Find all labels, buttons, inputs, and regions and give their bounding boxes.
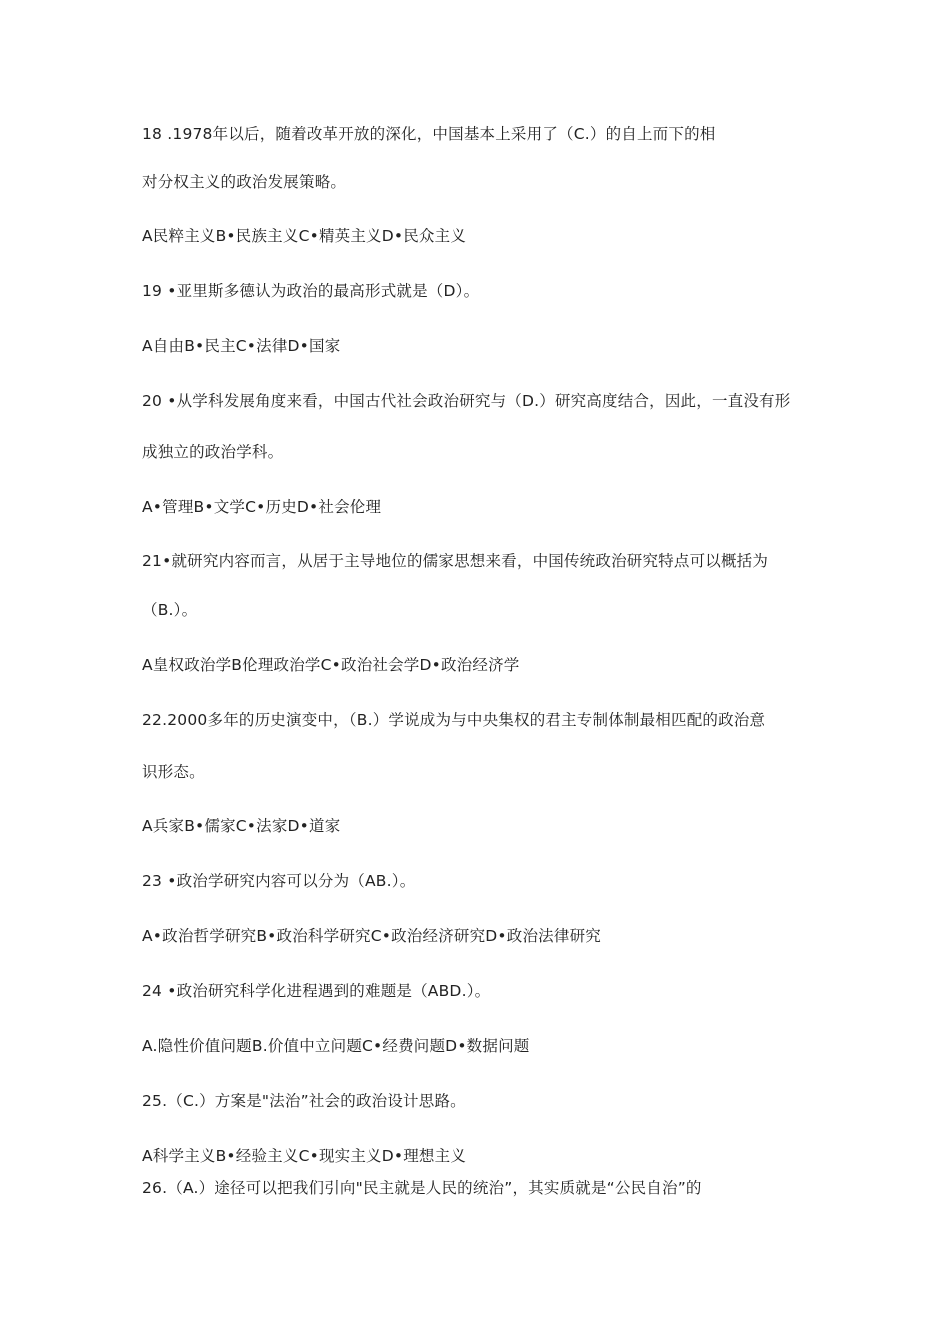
question-19: 19 •亚里斯多德认为政治的最高形式就是（D）。 xyxy=(142,282,480,300)
question-18-line-2: 对分权主义的政治发展策略。 xyxy=(142,173,347,191)
question-21-line-2: （B.）。 xyxy=(142,601,198,619)
question-23-options: A•政治哲学研究B•政治科学研究C•政治经济研究D•政治法律研究 xyxy=(142,927,601,945)
question-18-options: A民粹主义B•民族主义C•精英主义D•民众主义 xyxy=(142,227,467,245)
question-21-line-1: 21•就研究内容而言，从居于主导地位的儒家思想来看，中国传统政治研究特点可以概括为 xyxy=(142,552,769,570)
question-23: 23 •政治学研究内容可以分为（AB.）。 xyxy=(142,872,416,890)
question-24-options: A.隐性价值问题B.价值中立问题C•经费问题D•数据问题 xyxy=(142,1037,530,1055)
question-25: 25.（C.）方案是"法治”社会的政治设计思路。 xyxy=(142,1092,466,1110)
question-24: 24 •政治研究科学化进程遇到的难题是（ABD.）。 xyxy=(142,982,491,1000)
question-19-options: A自由B•民主C•法律D•国家 xyxy=(142,337,341,355)
question-21-options: A皇权政治学B伦理政治学C•政治社会学D•政治经济学 xyxy=(142,656,520,674)
question-25-options: A科学主义B•经验主义C•现实主义D•理想主义 xyxy=(142,1147,467,1165)
question-20-line-1: 20 •从学科发展角度来看，中国古代社会政治研究与（D.）研究高度结合，因此，一直没有形 xyxy=(142,392,791,410)
question-20-line-2: 成独立的政治学科。 xyxy=(142,443,284,461)
question-22-line-2: 识形态。 xyxy=(142,763,205,781)
question-22-options: A兵家B•儒家C•法家D•道家 xyxy=(142,817,341,835)
question-18-line-1: 18 .1978年以后，随着改革开放的深化，中国基本上采用了（C.）的自上而下的相 xyxy=(142,125,716,143)
question-20-options: A•管理B•文学C•历史D•社会伦理 xyxy=(142,498,382,516)
question-22-line-1: 22.2000多年的历史演变中，（B.）学说成为与中央集权的君主专制体制最相匹配的政治意 xyxy=(142,711,766,729)
question-26-line-1: 26.（A.）途径可以把我们引向"民主就是人民的统治”，其实质就是“公民自治”的 xyxy=(142,1179,702,1197)
